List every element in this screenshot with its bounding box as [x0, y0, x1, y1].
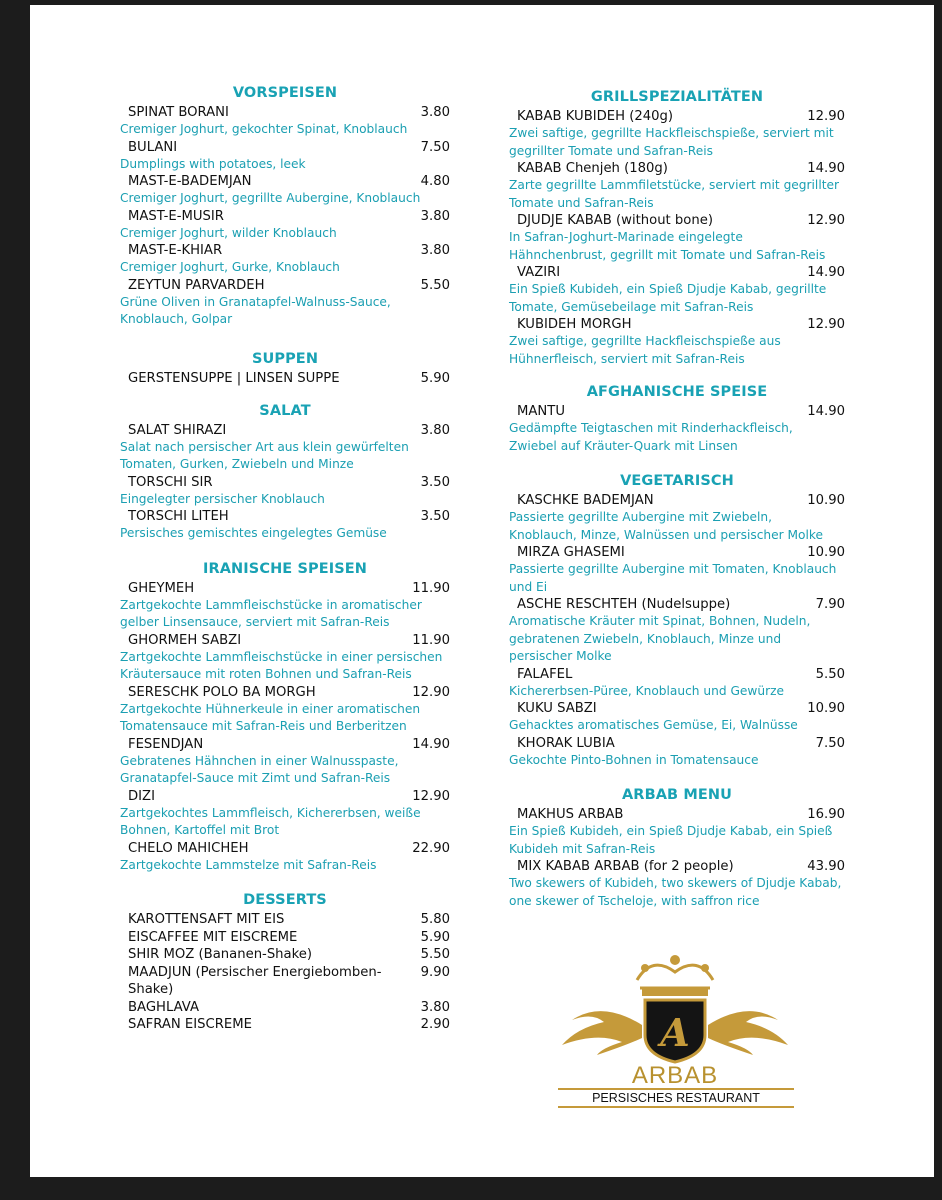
menu-item	[120, 580, 450, 632]
item-description: Passierte gegrillte Aubergine mit Zwiebeln, Knoblauch, Minze, Walnüssen und persischer Molke	[509, 510, 823, 542]
section-title: VORSPEISEN	[232, 85, 338, 101]
item-price: 3.50	[420, 474, 450, 490]
item-description: Gebratenes Hähnchen in einer Walnusspaste, Granatapfel-Sauce mit Zimt und Safran-Reis	[120, 753, 399, 785]
item-price: 14.90	[807, 265, 845, 280]
menu-item	[120, 104, 450, 139]
item-description: Zwei saftige, gegrillte Hackfleischspieße, serviert mit gegrillter Tomate und Safran-Reis	[509, 126, 834, 158]
item-name: SPINAT BORANI	[128, 105, 229, 120]
menu-section	[120, 351, 450, 387]
item-description: Gekochte Pinto-Bohnen in Tomatensauce	[509, 752, 759, 767]
item-price: 5.80	[420, 912, 450, 927]
left-column	[120, 85, 450, 1040]
menu-item	[509, 160, 845, 212]
item-description: Grüne Oliven in Granatapfel-Walnuss-Sauce, Knoblauch, Golpar	[120, 294, 391, 326]
menu-item	[120, 370, 450, 387]
menu-section	[120, 561, 450, 875]
item-name: SERESCHK POLO BA MORGH	[128, 684, 316, 700]
item-price: 3.80	[420, 208, 450, 224]
item-description: Two skewers of Kubideh, two skewers of Djudje Kabab, one skewer of Tscheloje, with saffron rice	[509, 876, 842, 908]
item-name: TORSCHI SIR	[128, 474, 213, 490]
item-name: BULANI	[128, 139, 178, 155]
item-description: Dumplings with potatoes, leek	[120, 156, 306, 171]
item-description: Zartgekochte Lammstelze mit Safran-Reis	[120, 857, 377, 872]
item-name: SAFRAN EISCREME	[128, 1017, 252, 1032]
item-name: BAGHLAVA	[128, 999, 199, 1015]
item-name: GHEYMEH	[128, 580, 195, 596]
section-title: ARBAB MENU	[621, 787, 732, 803]
item-name: SHIR MOZ (Bananen-Shake)	[128, 947, 313, 962]
item-description: Persisches gemischtes eingelegtes Gemüse	[120, 526, 387, 540]
item-price: 10.90	[807, 545, 845, 560]
item-price: 12.90	[412, 684, 450, 700]
item-description: Ein Spieß Kubideh, ein Spieß Djudje Kabab, gegrillte Tomate, Gemüsebeilage mit Safran-Reis	[509, 282, 827, 314]
menu-section	[120, 85, 450, 329]
item-price: 5.90	[420, 929, 450, 945]
menu-item	[120, 684, 450, 736]
item-description: Aromatische Kräuter mit Spinat, Bohnen, Nudeln, gebratenen Zwiebeln, Knoblauch, Minze und persischer Molke	[509, 614, 811, 663]
item-price: 7.50	[815, 735, 845, 751]
item-name: SALAT SHIRAZI	[128, 422, 227, 438]
item-price: 5.90	[420, 370, 450, 386]
item-description: Gehacktes aromatisches Gemüse, Ei, Walnüsse	[509, 718, 798, 732]
menu-item	[509, 492, 845, 544]
item-description: Gedämpfte Teigtaschen mit Rinderhackfleisch, Zwiebel auf Kräuter-Quark mit Linsen	[509, 421, 793, 453]
menu-item	[120, 1016, 450, 1034]
item-price: 4.80	[420, 174, 450, 189]
item-name: ASCHE RESCHTEH (Nudelsuppe)	[517, 597, 731, 612]
item-name: FESENDJAN	[128, 736, 204, 752]
item-price: 22.90	[412, 840, 450, 856]
menu-item	[120, 508, 450, 543]
item-name: KUKU SABZI	[517, 701, 597, 716]
item-price: 12.90	[807, 213, 845, 228]
section-title: SUPPEN	[251, 350, 319, 367]
logo-subtitle: PERSISCHES RESTAURANT	[558, 1088, 794, 1108]
section-title: DESSERTS	[243, 892, 327, 908]
menu-item	[509, 666, 845, 701]
menu-item	[509, 544, 845, 596]
menu-item	[120, 840, 450, 875]
item-name: MAST-E-KHIAR	[128, 243, 223, 258]
menu-section	[120, 892, 450, 1034]
item-description: Zartgekochte Hühnerkeule in einer aromatischen Tomatensauce mit Safran-Reis und Berberitzen	[120, 701, 421, 733]
item-name: MIX KABAB ARBAB (for 2 people)	[517, 859, 734, 874]
item-price: 10.90	[807, 701, 845, 716]
menu-item	[120, 173, 450, 208]
menu-item	[120, 422, 450, 474]
section-title: SALAT	[259, 402, 311, 419]
item-price: 12.90	[412, 788, 450, 804]
item-price: 7.50	[420, 139, 450, 155]
menu-item	[120, 964, 450, 999]
item-price: 14.90	[412, 736, 450, 752]
menu-item	[509, 735, 845, 770]
item-name: MAADJUN (Persischer Energiebomben-Shake)	[128, 964, 382, 997]
item-price: 5.50	[420, 947, 450, 962]
menu-section	[120, 403, 450, 543]
menu-item	[120, 242, 450, 277]
menu-section	[509, 473, 845, 769]
item-price: 3.80	[420, 105, 450, 120]
item-price: 9.90	[420, 964, 450, 980]
menu-item	[509, 212, 845, 264]
logo-letter: A	[660, 1010, 690, 1055]
item-description: Zartgekochte Lammfleischstücke in aromatischer gelber Linsensauce, serviert mit Safran-Reis	[120, 597, 422, 629]
item-price: 2.90	[420, 1017, 450, 1032]
right-column	[509, 89, 845, 916]
item-price: 12.90	[807, 317, 845, 332]
item-name: VAZIRI	[517, 265, 561, 280]
item-name: KAROTTENSAFT MIT EIS	[128, 912, 285, 927]
menu-item	[509, 316, 845, 368]
restaurant-logo	[542, 950, 808, 1115]
item-price: 43.90	[807, 859, 845, 874]
item-price: 3.80	[420, 422, 450, 438]
item-price: 7.90	[815, 597, 845, 612]
item-name: MAST-E-BADEMJAN	[128, 174, 252, 189]
section-title: IRANISCHE SPEISEN	[202, 560, 368, 577]
menu-item	[120, 999, 450, 1017]
item-description: Zwei saftige, gegrillte Hackfleischspieße aus Hühnerfleisch, serviert mit Safran-Reis	[509, 334, 781, 366]
menu-item	[509, 700, 845, 735]
menu-item	[509, 858, 845, 910]
item-price: 10.90	[807, 493, 845, 508]
menu-item	[509, 806, 845, 858]
menu-item	[120, 277, 450, 329]
item-price: 16.90	[807, 807, 845, 822]
menu-section	[509, 384, 845, 455]
item-price: 5.50	[420, 277, 450, 293]
menu-section	[509, 89, 845, 368]
crown-shield-emblem-icon	[542, 950, 808, 1070]
section-title: GRILLSPEZIALITÄTEN	[590, 89, 764, 105]
menu-item	[120, 911, 450, 929]
logo-name: ARBAB	[631, 1062, 719, 1089]
item-name: DJUDJE KABAB (without bone)	[517, 213, 713, 228]
item-price: 5.50	[815, 666, 845, 682]
item-description: Zarte gegrillte Lammfiletstücke, serviert mit gegrillter Tomate und Safran-Reis	[509, 178, 839, 210]
item-description: Ein Spieß Kubideh, ein Spieß Djudje Kabab, ein Spieß Kubideh mit Safran-Reis	[509, 824, 833, 856]
item-price: 14.90	[807, 404, 845, 419]
item-description: Cremiger Joghurt, gekochter Spinat, Knoblauch	[120, 122, 408, 136]
item-name: MAKHUS ARBAB	[517, 807, 624, 822]
menu-item	[509, 403, 845, 455]
menu-section	[509, 787, 845, 910]
item-name: GERSTENSUPPE | LINSEN SUPPE	[128, 370, 340, 386]
menu-item	[509, 596, 845, 666]
item-description: In Safran-Joghurt-Marinade eingelegte Hähnchenbrust, gegrillt mit Tomate und Safran-Reis	[509, 230, 826, 262]
item-price: 11.90	[412, 580, 450, 596]
menu-item	[120, 474, 450, 509]
item-description: Cremiger Joghurt, wilder Knoblauch	[120, 225, 337, 240]
item-name: TORSCHI LITEH	[128, 509, 229, 524]
menu-item	[120, 139, 450, 174]
item-price: 12.90	[807, 109, 845, 124]
item-name: FALAFEL	[517, 666, 573, 682]
menu-item	[120, 946, 450, 964]
item-description: Zartgekochte Lammfleischstücke in einer persischen Kräutersauce mit roten Bohnen und Safran-Reis	[120, 649, 443, 681]
section-title: AFGHANISCHE SPEISE	[586, 384, 768, 400]
menu-item	[120, 208, 450, 243]
item-price: 14.90	[807, 161, 845, 176]
item-name: DIZI	[128, 788, 155, 804]
menu-item	[509, 108, 845, 160]
item-name: KHORAK LUBIA	[517, 735, 615, 751]
item-name: GHORMEH SABZI	[128, 632, 242, 648]
item-name: ZEYTUN PARVARDEH	[128, 277, 265, 293]
item-name: MANTU	[517, 404, 565, 419]
item-name: MIRZA GHASEMI	[517, 545, 625, 560]
item-description: Zartgekochtes Lammfleisch, Kichererbsen, weiße Bohnen, Kartoffel mit Brot	[120, 805, 421, 837]
item-description: Passierte gegrillte Aubergine mit Tomaten, Knoblauch und Ei	[509, 562, 837, 594]
menu-item	[509, 264, 845, 316]
menu-item	[120, 788, 450, 840]
item-name: EISCAFFEE MIT EISCREME	[128, 929, 298, 945]
item-name: KASCHKE BADEMJAN	[517, 493, 654, 508]
menu-item	[120, 929, 450, 947]
item-description: Eingelegter persischer Knoblauch	[120, 491, 325, 506]
item-price: 3.80	[420, 999, 450, 1015]
item-name: KABAB KUBIDEH (240g)	[517, 109, 674, 124]
item-name: KABAB Chenjeh (180g)	[517, 161, 668, 176]
menu-page	[30, 5, 934, 1177]
item-price: 3.50	[420, 509, 450, 524]
section-title: VEGETARISCH	[620, 473, 734, 489]
menu-item	[120, 736, 450, 788]
item-description: Salat nach persischer Art aus klein gewürfelten Tomaten, Gurken, Zwiebeln und Minze	[120, 439, 409, 471]
item-description: Kichererbsen-Püree, Knoblauch und Gewürze	[509, 683, 784, 698]
item-name: MAST-E-MUSIR	[128, 208, 224, 224]
item-price: 11.90	[412, 632, 450, 648]
item-name: CHELO MAHICHEH	[128, 840, 249, 856]
item-price: 3.80	[420, 243, 450, 258]
item-description: Cremiger Joghurt, Gurke, Knoblauch	[120, 260, 340, 274]
menu-item	[120, 632, 450, 684]
item-name: KUBIDEH MORGH	[517, 317, 632, 332]
item-description: Cremiger Joghurt, gegrillte Aubergine, Knoblauch	[120, 191, 421, 205]
